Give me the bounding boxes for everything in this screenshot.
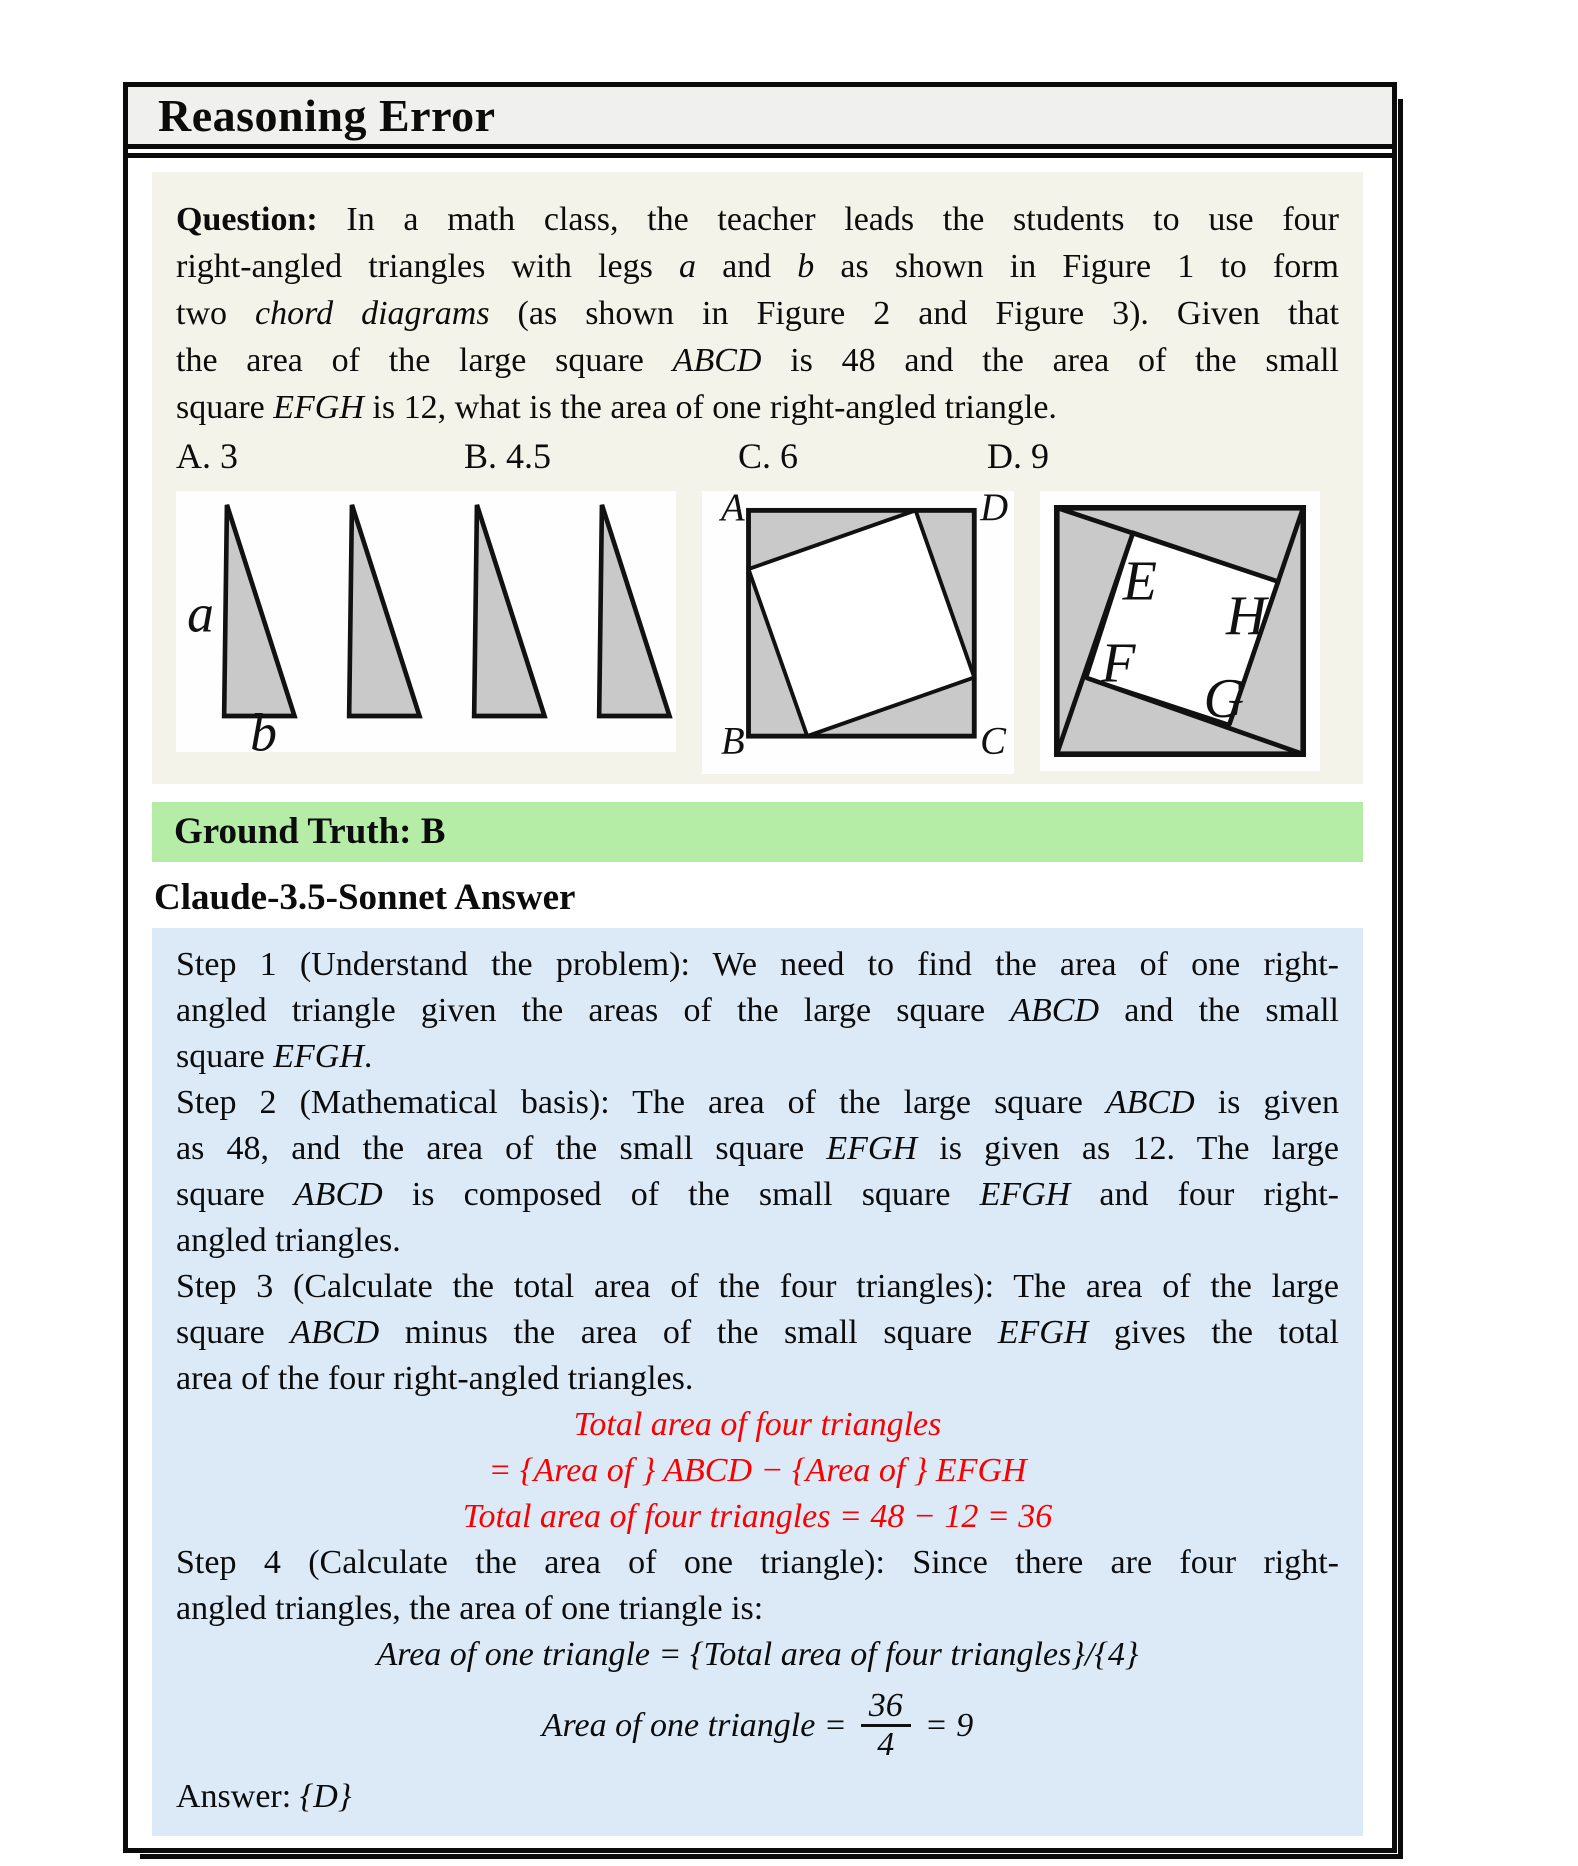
right-triangle <box>599 505 669 716</box>
equation-text: = 9 <box>924 1706 974 1744</box>
text-line <box>176 1034 1339 1080</box>
equation-line-fraction <box>176 1678 1339 1774</box>
text-line <box>176 337 1339 384</box>
text-line <box>176 1586 1339 1632</box>
fraction-denominator: 4 <box>861 1724 911 1764</box>
figure-3-svg <box>1040 491 1320 771</box>
fraction <box>861 1688 911 1764</box>
text-line <box>176 1080 1339 1126</box>
reasoning-error-card <box>123 82 1397 1853</box>
question-text <box>176 196 1339 431</box>
text-run: EFGH <box>979 1175 1071 1213</box>
figure-1-four-triangles <box>176 491 676 752</box>
text-run: area of the four right-angled triangles. <box>176 1359 694 1397</box>
text-line <box>176 1310 1339 1356</box>
text-run: square <box>176 1037 274 1075</box>
ground-truth-value: B <box>420 810 446 852</box>
text-run: angled triangles. <box>176 1221 401 1259</box>
text-run: square <box>176 389 274 426</box>
equation-line-red <box>176 1402 1339 1448</box>
text-run: Total area of four triangles = 48 − 12 = 36 <box>462 1497 1053 1535</box>
equation-line <box>176 1632 1339 1678</box>
text-run: square <box>176 1175 294 1213</box>
text-run: is 48 and the area of the small <box>761 342 1340 379</box>
text-run: right-angled triangles with legs <box>176 248 679 285</box>
text-line <box>176 988 1339 1034</box>
right-triangle <box>474 505 544 716</box>
vertex-h-label: H <box>1226 584 1267 647</box>
figure-2-chord-diagram <box>702 491 1014 774</box>
option-c: C. 6 <box>738 436 799 476</box>
text-run: = {Area of } ABCD − {Area of } EFGH <box>488 1451 1027 1489</box>
right-triangle <box>224 505 294 716</box>
model-answer-panel <box>152 928 1363 1836</box>
text-run: angled triangles, the area of one triangle is: <box>176 1589 764 1627</box>
text-run: Step 2 (Mathematical basis): The area of the large square <box>176 1083 1106 1121</box>
equation-line-red <box>176 1448 1339 1494</box>
text-line <box>176 384 1339 431</box>
equation-line-red <box>176 1494 1339 1540</box>
text-run: minus the area of the small square <box>379 1313 998 1351</box>
text-run: ABCD <box>290 1313 380 1351</box>
text-run: and four right- <box>1070 1175 1339 1213</box>
leg-b-label: b <box>250 702 277 753</box>
text-run: Step 1 (Understand the problem): We need to find the area of one right- <box>176 945 1339 983</box>
corner-d-label: D <box>980 491 1009 530</box>
text-run: square <box>176 1313 291 1351</box>
text-run: is composed of the small square <box>382 1175 980 1213</box>
vertex-e-label: E <box>1122 550 1157 613</box>
question-panel <box>152 172 1363 784</box>
text-run: two <box>176 295 256 332</box>
text-run: ABCD <box>1010 991 1100 1029</box>
equation-text: Area of one triangle = <box>541 1706 847 1744</box>
text-run: ABCD <box>672 342 762 379</box>
text-run: . <box>363 1037 373 1075</box>
text-run: and <box>695 248 798 285</box>
ground-truth-bar <box>152 802 1363 862</box>
text-run: Step 3 (Calculate the total area of the four triangles): The area of the large <box>176 1267 1339 1305</box>
text-run: is given <box>1194 1083 1339 1121</box>
text-run: ABCD <box>1105 1083 1195 1121</box>
text-line <box>176 290 1339 337</box>
figure-2-svg <box>702 491 1014 774</box>
ground-truth-label: Ground Truth: <box>174 810 412 852</box>
text-run: Step 4 (Calculate the area of one triangle): Since there are four right- <box>176 1543 1339 1581</box>
text-run: (as shown in Figure 2 and Figure 3). Given that <box>489 295 1339 332</box>
text-run: gives the total <box>1088 1313 1339 1351</box>
text-run: angled triangle given the areas of the large square <box>176 991 1011 1029</box>
vertex-g-label: G <box>1203 667 1245 730</box>
text-run: is 12, what is the area of one right-angled triangle. <box>363 389 1057 426</box>
text-run: and the small <box>1099 991 1339 1029</box>
corner-c-label: C <box>980 719 1006 763</box>
text-run: Area of one triangle = {Total area of four triangles}/{4} <box>376 1635 1139 1673</box>
right-triangle <box>349 505 419 716</box>
text-run: {D} <box>299 1777 352 1815</box>
text-line <box>176 243 1339 290</box>
fraction-numerator: 36 <box>868 1686 903 1724</box>
text-run: Question: <box>176 201 347 238</box>
text-line <box>176 942 1339 988</box>
text-run: the area of the large square <box>176 342 673 379</box>
text-line <box>176 1218 1339 1264</box>
option-d: D. 9 <box>987 436 1049 476</box>
text-run: as 48, and the area of the small square <box>176 1129 827 1167</box>
text-line <box>176 1126 1339 1172</box>
card-header <box>128 87 1392 149</box>
text-line <box>176 1356 1339 1402</box>
text-run: EFGH <box>826 1129 918 1167</box>
vertex-f-label: F <box>1101 632 1136 695</box>
corner-a-label: A <box>720 491 745 530</box>
text-line <box>176 1774 1339 1820</box>
corner-b-label: B <box>720 719 745 763</box>
text-run: a <box>678 248 696 285</box>
text-run: ABCD <box>293 1175 383 1213</box>
model-answer-heading: Claude-3.5-Sonnet Answer <box>154 876 576 918</box>
text-run: In a math class, the teacher leads the students to use four <box>346 201 1339 238</box>
text-line <box>176 1172 1339 1218</box>
text-run: EFGH <box>997 1313 1089 1351</box>
text-run: Total area of four triangles <box>573 1405 942 1443</box>
option-a: A. 3 <box>176 436 238 476</box>
figure-3-chord-diagram <box>1040 491 1320 771</box>
figure-1-svg <box>176 491 676 752</box>
text-line <box>176 1264 1339 1310</box>
card-content <box>128 158 1392 1848</box>
text-line <box>176 1540 1339 1586</box>
text-run: EFGH <box>273 1037 364 1075</box>
leg-a-label: a <box>187 583 214 644</box>
figures-row <box>176 491 1339 774</box>
option-b: B. 4.5 <box>464 436 552 476</box>
text-run: is given as 12. The large <box>917 1129 1339 1167</box>
answer-options <box>176 433 1339 479</box>
text-line <box>176 196 1339 243</box>
text-run: chord diagrams <box>255 295 490 332</box>
text-run: b <box>797 248 815 285</box>
card-title: Reasoning Error <box>158 90 496 141</box>
text-run: Answer: <box>176 1777 300 1815</box>
text-run: EFGH <box>273 389 364 426</box>
text-run: as shown in Figure 1 to form <box>814 248 1340 285</box>
